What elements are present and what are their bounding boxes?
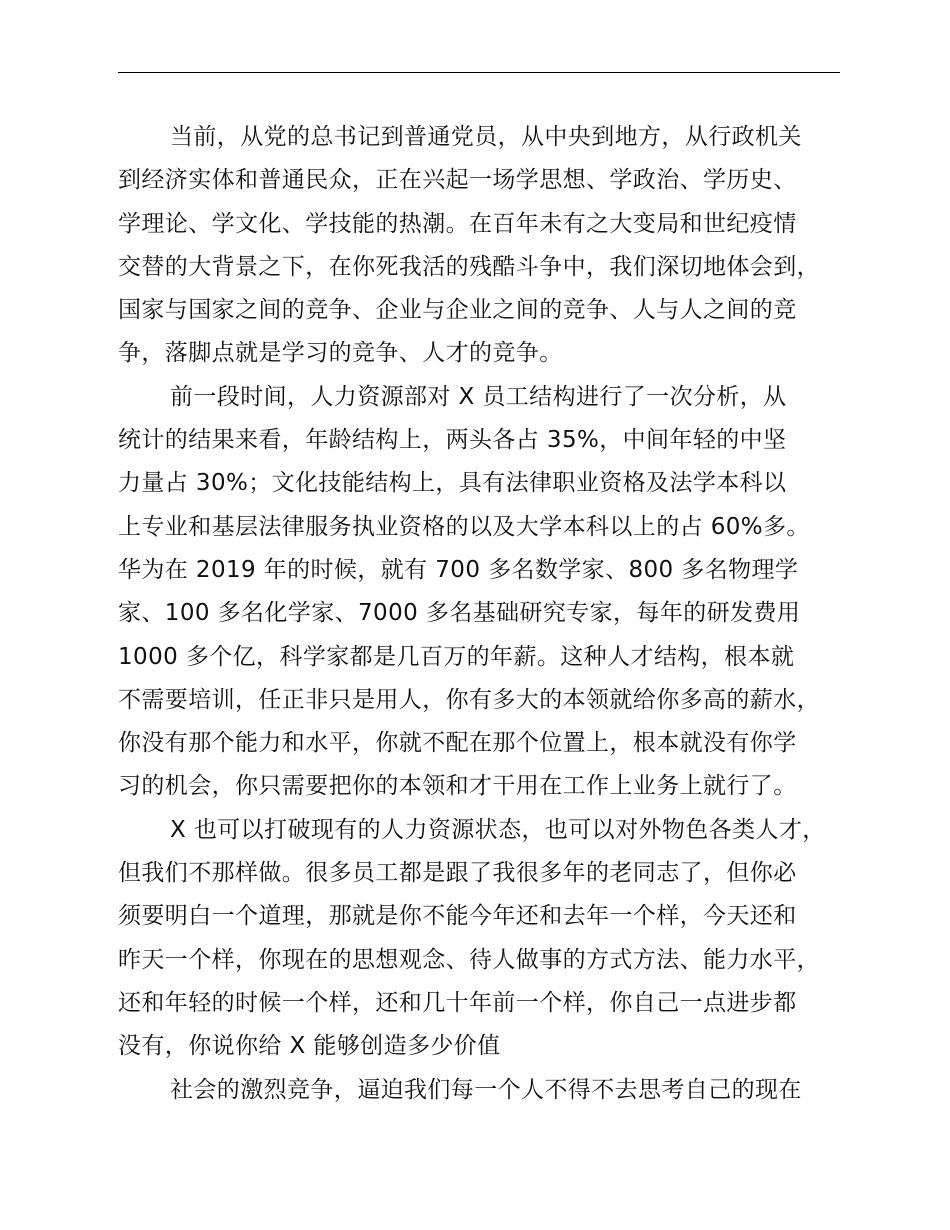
text-line: 习的机会，你只需要把你的本领和才干用在工作上业务上就行了。 — [118, 773, 797, 800]
text-line: X 也可以打破现有的人力资源状态，也可以对外物色各类人才， — [170, 816, 826, 843]
text-line: 但我们不那样做。很多员工都是跟了我很多年的老同志了，但你必 — [118, 860, 797, 887]
text-line: 争，落脚点就是学习的竞争、人才的竞争。 — [118, 340, 563, 367]
text-line: 国家与国家之间的竞争、企业与企业之间的竞争、人与人之间的竞 — [118, 297, 797, 324]
text-line: 没有，你说你给 X 能够创造多少价值 — [118, 1033, 501, 1060]
text-line: 家、100 多名化学家、7000 多名基础研究专家，每年的研发费用 — [118, 600, 801, 627]
text-line: 须要明白一个道理，那就是你不能今年还和去年一个样，今天还和 — [118, 903, 797, 930]
text-line: 到经济实体和普通民众，正在兴起一场学思想、学政治、学历史、 — [118, 167, 797, 194]
text-line: 不需要培训，任正非只是用人，你有多大的本领就给你多高的薪水， — [118, 686, 820, 713]
text-line: 交替的大背景之下，在你死我活的残酷斗争中，我们深切地体会到， — [118, 253, 820, 280]
text-line: 学理论、学文化、学技能的热潮。在百年未有之大变局和世纪疫情 — [118, 210, 797, 237]
text-line: 前一段时间，人力资源部对 X 员工结构进行了一次分析，从 — [170, 383, 787, 410]
text-line: 还和年轻的时候一个样，还和几十年前一个样，你自己一点进步都 — [118, 989, 797, 1016]
header-rule — [118, 72, 840, 73]
text-line: 上专业和基层法律服务执业资格的以及大学本科以上的占 60%多。 — [118, 513, 810, 540]
text-line: 昨天一个样，你现在的思想观念、待人做事的方式方法、能力水平， — [118, 946, 820, 973]
text-line: 当前，从党的总书记到普通党员，从中央到地方，从行政机关 — [170, 124, 802, 150]
text-line: 你没有那个能力和水平，你就不配在那个位置上，根本就没有你学 — [118, 730, 797, 757]
text-line: 力量占 30%；文化技能结构上，具有法律职业资格及法学本科以 — [118, 470, 787, 497]
document-body — [118, 116, 858, 1112]
text-line: 统计的结果来看，年龄结构上，两头各占 35%，中间年轻的中坚 — [118, 427, 787, 454]
text-line: 社会的激烈竞争，逼迫我们每一个人不得不去思考自己的现在 — [170, 1076, 802, 1103]
text-line: 华为在 2019 年的时候，就有 700 多名数学家、800 多名物理学 — [118, 556, 799, 583]
text-line: 1000 多个亿，科学家都是几百万的年薪。这种人才结构，根本就 — [118, 643, 795, 670]
